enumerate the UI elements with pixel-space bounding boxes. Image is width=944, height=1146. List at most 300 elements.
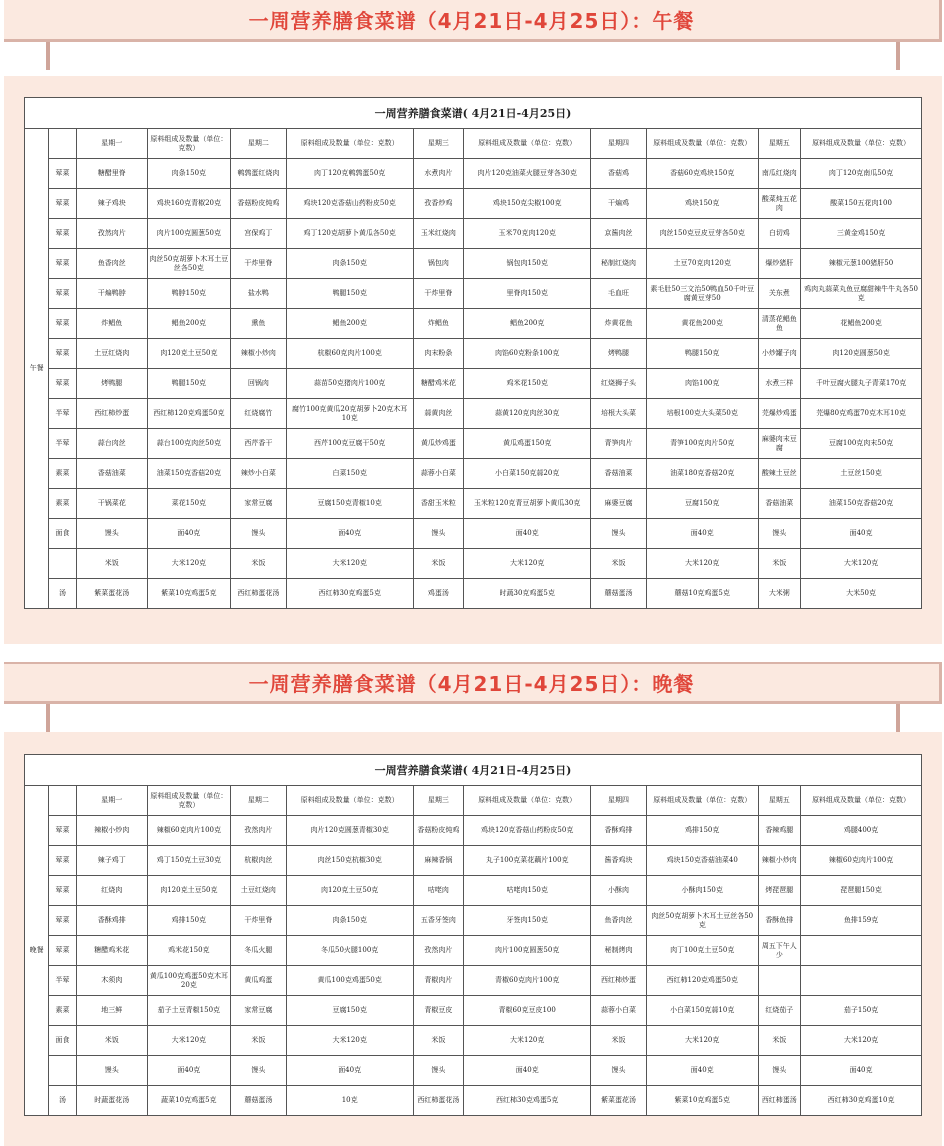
dish-cell: 培根大头菜: [591, 399, 647, 429]
dish-cell: 辣子鸡丁: [76, 846, 147, 876]
ingredient-cell: 蔬菜10克鸡蛋5克: [147, 1086, 230, 1116]
dish-cell: 米饭: [76, 1026, 147, 1056]
ingredient-cell: 肉丝50克胡萝卜木耳土豆丝各50克: [646, 906, 758, 936]
category-cell: 素菜: [49, 459, 76, 489]
ingredient-cell: 芫爆80克鸡蛋70克木耳10克: [801, 399, 922, 429]
dish-cell: 辣椒小炒肉: [758, 846, 801, 876]
dish-cell: 杭椒肉丝: [230, 846, 286, 876]
category-cell: 荤菜: [49, 159, 76, 189]
ingredient-cell: 青椒60克肉片100克: [464, 966, 591, 996]
ingredient-cell: 菜花150克: [147, 489, 230, 519]
dish-cell: 芫爆炒鸡蛋: [758, 399, 801, 429]
column-header: 星期三: [413, 786, 464, 816]
table-row: [25, 429, 922, 459]
ingredient-cell: 辣椒60克肉片100克: [801, 846, 922, 876]
ingredient-cell: 西芹100克豆腐干50克: [286, 429, 413, 459]
ingredient-cell: 肉120克土豆50克: [286, 876, 413, 906]
column-header: 星期四: [591, 786, 647, 816]
dish-cell: 烤鸭腿: [76, 369, 147, 399]
dish-cell: 咕咾肉: [413, 876, 464, 906]
ingredient-cell: 大米50克: [801, 579, 922, 609]
table-row: [25, 936, 922, 966]
ingredient-cell: 大米120克: [801, 549, 922, 579]
column-header: 原料组成及数量（单位：克数）: [147, 129, 230, 159]
dish-cell: 时蔬蛋花汤: [76, 1086, 147, 1116]
category-cell: 荤菜: [49, 279, 76, 309]
category-cell: 半荤: [49, 429, 76, 459]
ingredient-cell: 蒜黄120克肉丝30克: [464, 399, 591, 429]
dish-cell: 酸辣土豆丝: [758, 459, 801, 489]
dish-cell: 青椒豆皮: [413, 996, 464, 1026]
ingredient-cell: 鲳鱼200克: [147, 309, 230, 339]
category-cell: 荤菜: [49, 309, 76, 339]
dish-cell: 香菇油菜: [591, 459, 647, 489]
dinner-banner: [4, 662, 942, 704]
column-header: 原料组成及数量（单位：克数）: [646, 129, 758, 159]
ingredient-cell: 小白菜150克蒜20克: [464, 459, 591, 489]
column-header: 原料组成及数量（单位：克数）: [801, 129, 922, 159]
column-header: 原料组成及数量（单位：克数）: [646, 786, 758, 816]
lunch-menu-table: [24, 97, 922, 609]
ingredient-cell: 鸡排150克: [646, 816, 758, 846]
dish-cell: 熏鱼: [230, 309, 286, 339]
ingredient-cell: 千叶豆腐火腿丸子青菜170克: [801, 369, 922, 399]
dish-cell: 烤琵琶腿: [758, 876, 801, 906]
ingredient-cell: 鸡排150克: [147, 906, 230, 936]
meal-label: 晚餐: [25, 786, 49, 1116]
dish-cell: 红烧茄子: [758, 996, 801, 1026]
ingredient-cell: 肉丁120克南瓜50克: [801, 159, 922, 189]
ingredient-cell: 鲳鱼200克: [464, 309, 591, 339]
category-cell: 面食: [49, 1026, 76, 1056]
table-row: [25, 279, 922, 309]
ingredient-cell: 大米120克: [646, 549, 758, 579]
ingredient-cell: 腐竹100克黄瓜20克胡萝卜20克木耳10克: [286, 399, 413, 429]
ingredient-cell: 油菜150克香菇20克: [801, 489, 922, 519]
dish-cell: 南瓜红烧肉: [758, 159, 801, 189]
dish-cell: 紫菜蛋花汤: [591, 1086, 647, 1116]
dish-cell: 蒜蓉小白菜: [413, 459, 464, 489]
ingredient-cell: 茄子土豆青椒150克: [147, 996, 230, 1026]
ingredient-cell: 蘑菇10克鸡蛋5克: [646, 579, 758, 609]
dish-cell: [758, 966, 801, 996]
dish-cell: 西红柿蛋花汤: [230, 579, 286, 609]
dish-cell: 大米粥: [758, 579, 801, 609]
dish-cell: 回锅肉: [230, 369, 286, 399]
table-row: [25, 369, 922, 399]
ingredient-cell: 肉丁120克鹌鹑蛋50克: [286, 159, 413, 189]
banner-post-right: [896, 42, 900, 70]
ingredient-cell: 鸡丁150克土豆30克: [147, 846, 230, 876]
category-cell: 半荤: [49, 399, 76, 429]
dish-cell: 爆炒猪肝: [758, 249, 801, 279]
dish-cell: 红烧狮子头: [591, 369, 647, 399]
ingredient-cell: 油菜180克香菇20克: [646, 459, 758, 489]
dish-cell: 米饭: [758, 549, 801, 579]
ingredient-cell: 鱼排159克: [801, 906, 922, 936]
table-row: [25, 876, 922, 906]
ingredient-cell: 肉丝150克豆皮豆芽各50克: [646, 219, 758, 249]
dish-cell: 黄瓜鸡蛋: [230, 966, 286, 996]
ingredient-cell: 西红柿120克鸡蛋50克: [147, 399, 230, 429]
dish-cell: 米饭: [230, 549, 286, 579]
column-header: 原料组成及数量（单位：克数）: [464, 786, 591, 816]
dish-cell: 鹌鹑蛋红烧肉: [230, 159, 286, 189]
dish-cell: 馒头: [76, 1056, 147, 1086]
dish-cell: 西红柿炒蛋: [591, 966, 647, 996]
ingredient-cell: 面40克: [801, 519, 922, 549]
header-row: [25, 129, 922, 159]
table-row: [25, 579, 922, 609]
ingredient-cell: 青笋100克肉片50克: [646, 429, 758, 459]
ingredient-cell: 辣椒元葱100猪肝50: [801, 249, 922, 279]
table-title: 一周营养膳食菜谱( 4月21日-4月25日): [25, 98, 922, 129]
ingredient-cell: 大米120克: [286, 549, 413, 579]
dish-cell: 青椒肉片: [413, 966, 464, 996]
table-row: [25, 906, 922, 936]
table-row: [25, 399, 922, 429]
dish-cell: 青笋肉片: [591, 429, 647, 459]
dish-cell: 白切鸡: [758, 219, 801, 249]
ingredient-cell: 茄子150克: [801, 996, 922, 1026]
ingredient-cell: 三黄金鸡150克: [801, 219, 922, 249]
ingredient-cell: 鸭腿150克: [147, 369, 230, 399]
column-header: 星期五: [758, 786, 801, 816]
ingredient-cell: 鸡块150克: [646, 189, 758, 219]
column-header: 星期一: [76, 129, 147, 159]
ingredient-cell: 黄瓜鸡蛋150克: [464, 429, 591, 459]
dish-cell: 香菇鸡: [591, 159, 647, 189]
dish-cell: 孜香炒鸡: [413, 189, 464, 219]
dish-cell: 毛血旺: [591, 279, 647, 309]
dish-cell: 西红柿炒蛋: [76, 399, 147, 429]
ingredient-cell: 锅包肉150克: [464, 249, 591, 279]
ingredient-cell: 鸡块120克香菇山药粉皮50克: [464, 816, 591, 846]
dish-cell: 米饭: [413, 1026, 464, 1056]
dish-cell: 水煮三样: [758, 369, 801, 399]
ingredient-cell: 鸡块120克香菇山药粉皮50克: [286, 189, 413, 219]
ingredient-cell: 黄花鱼200克: [646, 309, 758, 339]
table-row: [25, 219, 922, 249]
category-cell: 荤菜: [49, 249, 76, 279]
dish-cell: 盐水鸭: [230, 279, 286, 309]
ingredient-cell: 里脊肉150克: [464, 279, 591, 309]
column-header: 星期五: [758, 129, 801, 159]
dish-cell: 京酱肉丝: [591, 219, 647, 249]
dish-cell: 糖醋鸡米花: [413, 369, 464, 399]
dish-cell: 香菇粉皮炖鸡: [413, 816, 464, 846]
ingredient-cell: 豆腐150克青椒10克: [286, 489, 413, 519]
ingredient-cell: 肉条150克: [147, 159, 230, 189]
dish-cell: 酸菜炖五花肉: [758, 189, 801, 219]
dish-cell: 红烧腐竹: [230, 399, 286, 429]
dish-cell: 水煮肉片: [413, 159, 464, 189]
dish-cell: 地三鲜: [76, 996, 147, 1026]
category-cell: 素菜: [49, 489, 76, 519]
table-row: [25, 996, 922, 1026]
ingredient-cell: 肉丝50克胡萝卜木耳土豆丝各50克: [147, 249, 230, 279]
ingredient-cell: 肉120克圆葱50克: [801, 339, 922, 369]
dish-cell: 馒头: [758, 1056, 801, 1086]
dish-cell: 西红柿蛋汤: [758, 1086, 801, 1116]
dish-cell: 香甜玉米粒: [413, 489, 464, 519]
ingredient-cell: 西红柿120克鸡蛋50克: [646, 966, 758, 996]
dish-cell: 秘制红烧肉: [591, 249, 647, 279]
ingredient-cell: 豆腐150克: [646, 489, 758, 519]
dish-cell: 干炸里脊: [230, 906, 286, 936]
dish-cell: 锅包肉: [413, 249, 464, 279]
ingredient-cell: 鸡米花150克: [464, 369, 591, 399]
ingredient-cell: 大米120克: [801, 1026, 922, 1056]
category-cell: 荤菜: [49, 876, 76, 906]
ingredient-cell: 香菇60克鸡块150克: [646, 159, 758, 189]
ingredient-cell: 鸡块150克尖椒100克: [464, 189, 591, 219]
dish-cell: 香酥鱼排: [758, 906, 801, 936]
ingredient-cell: 鸡丁120克胡萝卜黄瓜各50克: [286, 219, 413, 249]
dish-cell: 孜然肉片: [413, 936, 464, 966]
category-cell: 荤菜: [49, 369, 76, 399]
dish-cell: 宫保鸡丁: [230, 219, 286, 249]
ingredient-cell: 鸭腿150克: [646, 339, 758, 369]
ingredient-cell: 豆腐150克: [286, 996, 413, 1026]
dish-cell: 肉末粉条: [413, 339, 464, 369]
ingredient-cell: 时蔬30克鸡蛋5克: [464, 579, 591, 609]
ingredient-cell: 紫菜10克鸡蛋5克: [147, 579, 230, 609]
dish-cell: 馒头: [591, 519, 647, 549]
dish-cell: 蒜蓉小白菜: [591, 996, 647, 1026]
dish-cell: 辣椒小炒肉: [76, 816, 147, 846]
ingredient-cell: 素毛肚50三文治50鸭血50千叶豆腐黄豆芽50: [646, 279, 758, 309]
dish-cell: 米饭: [591, 549, 647, 579]
dish-cell: 馒头: [591, 1056, 647, 1086]
category-cell: 半荤: [49, 966, 76, 996]
dish-cell: 五香牙签肉: [413, 906, 464, 936]
dish-cell: 米饭: [76, 549, 147, 579]
dish-cell: 辣椒小炒肉: [230, 339, 286, 369]
header-row: [25, 786, 922, 816]
ingredient-cell: 黄瓜100克鸡蛋50克木耳20克: [147, 966, 230, 996]
category-cell: 荤菜: [49, 189, 76, 219]
ingredient-cell: 蒜台100克肉丝50克: [147, 429, 230, 459]
dish-cell: 家常豆腐: [230, 996, 286, 1026]
dish-cell: 香酥鸡排: [76, 906, 147, 936]
dish-cell: 辣子鸡块: [76, 189, 147, 219]
column-header: 原料组成及数量（单位：克数）: [286, 786, 413, 816]
ingredient-cell: 大米120克: [147, 549, 230, 579]
dish-cell: 孜然肉片: [76, 219, 147, 249]
ingredient-cell: 肉丁100克土豆50克: [646, 936, 758, 966]
table-row: [25, 189, 922, 219]
category-cell: 荤菜: [49, 846, 76, 876]
ingredient-cell: 面40克: [464, 519, 591, 549]
dish-cell: 干锅菜花: [76, 489, 147, 519]
dish-cell: 香辣鸡腿: [758, 816, 801, 846]
ingredient-cell: 鲳鱼200克: [286, 309, 413, 339]
dish-cell: 土豆红烧肉: [76, 339, 147, 369]
dish-cell: 炸鲳鱼: [76, 309, 147, 339]
ingredient-cell: 肉120克土豆50克: [147, 876, 230, 906]
ingredient-cell: [801, 966, 922, 996]
meal-label: 午餐: [25, 129, 49, 609]
ingredient-cell: 鸭脖150克: [147, 279, 230, 309]
ingredient-cell: 鸡肉丸蒜菜丸鱼豆腐甜辣牛牛丸各50克: [801, 279, 922, 309]
ingredient-cell: 肉馅60克粉条100克: [464, 339, 591, 369]
header-blank: [49, 786, 76, 816]
ingredient-cell: 面40克: [147, 519, 230, 549]
ingredient-cell: 肉片100克圆葱50克: [464, 936, 591, 966]
dish-cell: 西芹香干: [230, 429, 286, 459]
dish-cell: 鸡蛋汤: [413, 579, 464, 609]
dish-cell: 蘑菇蛋汤: [591, 579, 647, 609]
ingredient-cell: 培根100克大头菜50克: [646, 399, 758, 429]
dish-cell: 干煸鸭脖: [76, 279, 147, 309]
column-header: 星期三: [413, 129, 464, 159]
table-row: [25, 966, 922, 996]
header-blank: [49, 129, 76, 159]
dish-cell: 香酥鸡排: [591, 816, 647, 846]
dish-cell: 玉米红烧肉: [413, 219, 464, 249]
table-row: [25, 1026, 922, 1056]
dish-cell: 木须肉: [76, 966, 147, 996]
dish-cell: 关东煮: [758, 279, 801, 309]
ingredient-cell: 大米120克: [147, 1026, 230, 1056]
table-row: [25, 549, 922, 579]
column-header: 星期四: [591, 129, 647, 159]
dish-cell: 米饭: [591, 1026, 647, 1056]
ingredient-cell: 冬瓜50火腿100克: [286, 936, 413, 966]
dish-cell: 麻婆肉末豆腐: [758, 429, 801, 459]
dish-cell: 孜然肉片: [230, 816, 286, 846]
dish-cell: 糖醋鸡米花: [76, 936, 147, 966]
ingredient-cell: 肉条150克: [286, 249, 413, 279]
ingredient-cell: 面40克: [286, 1056, 413, 1086]
ingredient-cell: 鸡米花150克: [147, 936, 230, 966]
dish-cell: 西红柿蛋花汤: [413, 1086, 464, 1116]
dish-cell: 周五下午人少: [758, 936, 801, 966]
category-cell: 汤: [49, 1086, 76, 1116]
ingredient-cell: 鸡腿400克: [801, 816, 922, 846]
dish-cell: 馒头: [758, 519, 801, 549]
category-cell: 荤菜: [49, 219, 76, 249]
table-row: [25, 816, 922, 846]
table-row: [25, 339, 922, 369]
ingredient-cell: 肉丝150克杭椒30克: [286, 846, 413, 876]
column-header: 原料组成及数量（单位：克数）: [801, 786, 922, 816]
ingredient-cell: 肉片120克圆葱青椒30克: [286, 816, 413, 846]
ingredient-cell: 咕咾肉150克: [464, 876, 591, 906]
ingredient-cell: 杭椒60克肉片100克: [286, 339, 413, 369]
dish-cell: 米饭: [413, 549, 464, 579]
dish-cell: 麻婆豆腐: [591, 489, 647, 519]
ingredient-cell: 玉米70克肉120克: [464, 219, 591, 249]
column-header: 星期二: [230, 129, 286, 159]
category-cell: [49, 549, 76, 579]
dish-cell: 清蒸花鲳鱼鱼: [758, 309, 801, 339]
dish-cell: 小酥肉: [591, 876, 647, 906]
ingredient-cell: 肉片100克圆葱50克: [147, 219, 230, 249]
table-row: [25, 249, 922, 279]
ingredient-cell: 西红柿30克鸡蛋5克: [464, 1086, 591, 1116]
ingredient-cell: 蒜苗50克猪肉片100克: [286, 369, 413, 399]
ingredient-cell: [801, 936, 922, 966]
table-row: [25, 159, 922, 189]
category-cell: 荤菜: [49, 936, 76, 966]
ingredient-cell: 辣椒60克肉片100克: [147, 816, 230, 846]
ingredient-cell: 面40克: [464, 1056, 591, 1086]
category-cell: 荤菜: [49, 339, 76, 369]
table-row: [25, 309, 922, 339]
dish-cell: 米饭: [758, 1026, 801, 1056]
dish-cell: 香菇粉皮炖鸡: [230, 189, 286, 219]
ingredient-cell: 紫菜10克鸡蛋5克: [646, 1086, 758, 1116]
ingredient-cell: 琵琶腿150克: [801, 876, 922, 906]
dish-cell: 干煸鸡: [591, 189, 647, 219]
table-row: [25, 1056, 922, 1086]
ingredient-cell: 西红柿30克鸡蛋5克: [286, 579, 413, 609]
dish-cell: 馒头: [413, 1056, 464, 1086]
ingredient-cell: 鸡块150克香菇油菜40: [646, 846, 758, 876]
ingredient-cell: 小酥肉150克: [646, 876, 758, 906]
banner-post-left: [46, 42, 50, 70]
ingredient-cell: 油菜150克香菇20克: [147, 459, 230, 489]
dish-cell: 家常豆腐: [230, 489, 286, 519]
ingredient-cell: 酸菜150五花肉100: [801, 189, 922, 219]
table-row: [25, 489, 922, 519]
ingredient-cell: 肉馅100克: [646, 369, 758, 399]
ingredient-cell: 肉120克土豆50克: [147, 339, 230, 369]
dish-cell: 鱼香肉丝: [76, 249, 147, 279]
dish-cell: 辣炒小白菜: [230, 459, 286, 489]
dish-cell: 香菇油菜: [758, 489, 801, 519]
ingredient-cell: 鸡块160克青椒20克: [147, 189, 230, 219]
dish-cell: 蘑菇蛋汤: [230, 1086, 286, 1116]
dish-cell: 糖醋里脊: [76, 159, 147, 189]
dish-cell: 蒜台肉丝: [76, 429, 147, 459]
table-row: [25, 459, 922, 489]
ingredient-cell: 鸭腿150克: [286, 279, 413, 309]
ingredient-cell: 大米120克: [646, 1026, 758, 1056]
table-row: [25, 1086, 922, 1116]
ingredient-cell: 10克: [286, 1086, 413, 1116]
ingredient-cell: 豆腐100克肉末50克: [801, 429, 922, 459]
dish-cell: 麻辣香锅: [413, 846, 464, 876]
ingredient-cell: 西红柿30克鸡蛋10克: [801, 1086, 922, 1116]
ingredient-cell: 肉条150克: [286, 906, 413, 936]
dish-cell: 馒头: [76, 519, 147, 549]
ingredient-cell: 青椒60克豆皮100: [464, 996, 591, 1026]
dish-cell: 馒头: [230, 519, 286, 549]
dish-cell: 炸鲳鱼: [413, 309, 464, 339]
dinner-banner-title: 一周营养膳食菜谱（4月21日-4月25日）：晚餐: [248, 672, 695, 696]
ingredient-cell: 土豆丝150克: [801, 459, 922, 489]
dish-cell: 紫菜蛋花汤: [76, 579, 147, 609]
column-header: 原料组成及数量（单位：克数）: [147, 786, 230, 816]
table-title: 一周营养膳食菜谱( 4月21日-4月25日): [25, 755, 922, 786]
category-cell: 素菜: [49, 996, 76, 1026]
ingredient-cell: 小白菜150克蒜10克: [646, 996, 758, 1026]
table-row: [25, 519, 922, 549]
dish-cell: 干炸里脊: [230, 249, 286, 279]
ingredient-cell: 花鲳鱼200克: [801, 309, 922, 339]
dish-cell: 土豆红烧肉: [230, 876, 286, 906]
table-row: [25, 846, 922, 876]
lunch-banner: [4, 0, 942, 42]
ingredient-cell: 大米120克: [286, 1026, 413, 1056]
dish-cell: 香菇油菜: [76, 459, 147, 489]
ingredient-cell: 面40克: [646, 1056, 758, 1086]
ingredient-cell: 大米120克: [464, 1026, 591, 1056]
dish-cell: 小炒罐子肉: [758, 339, 801, 369]
